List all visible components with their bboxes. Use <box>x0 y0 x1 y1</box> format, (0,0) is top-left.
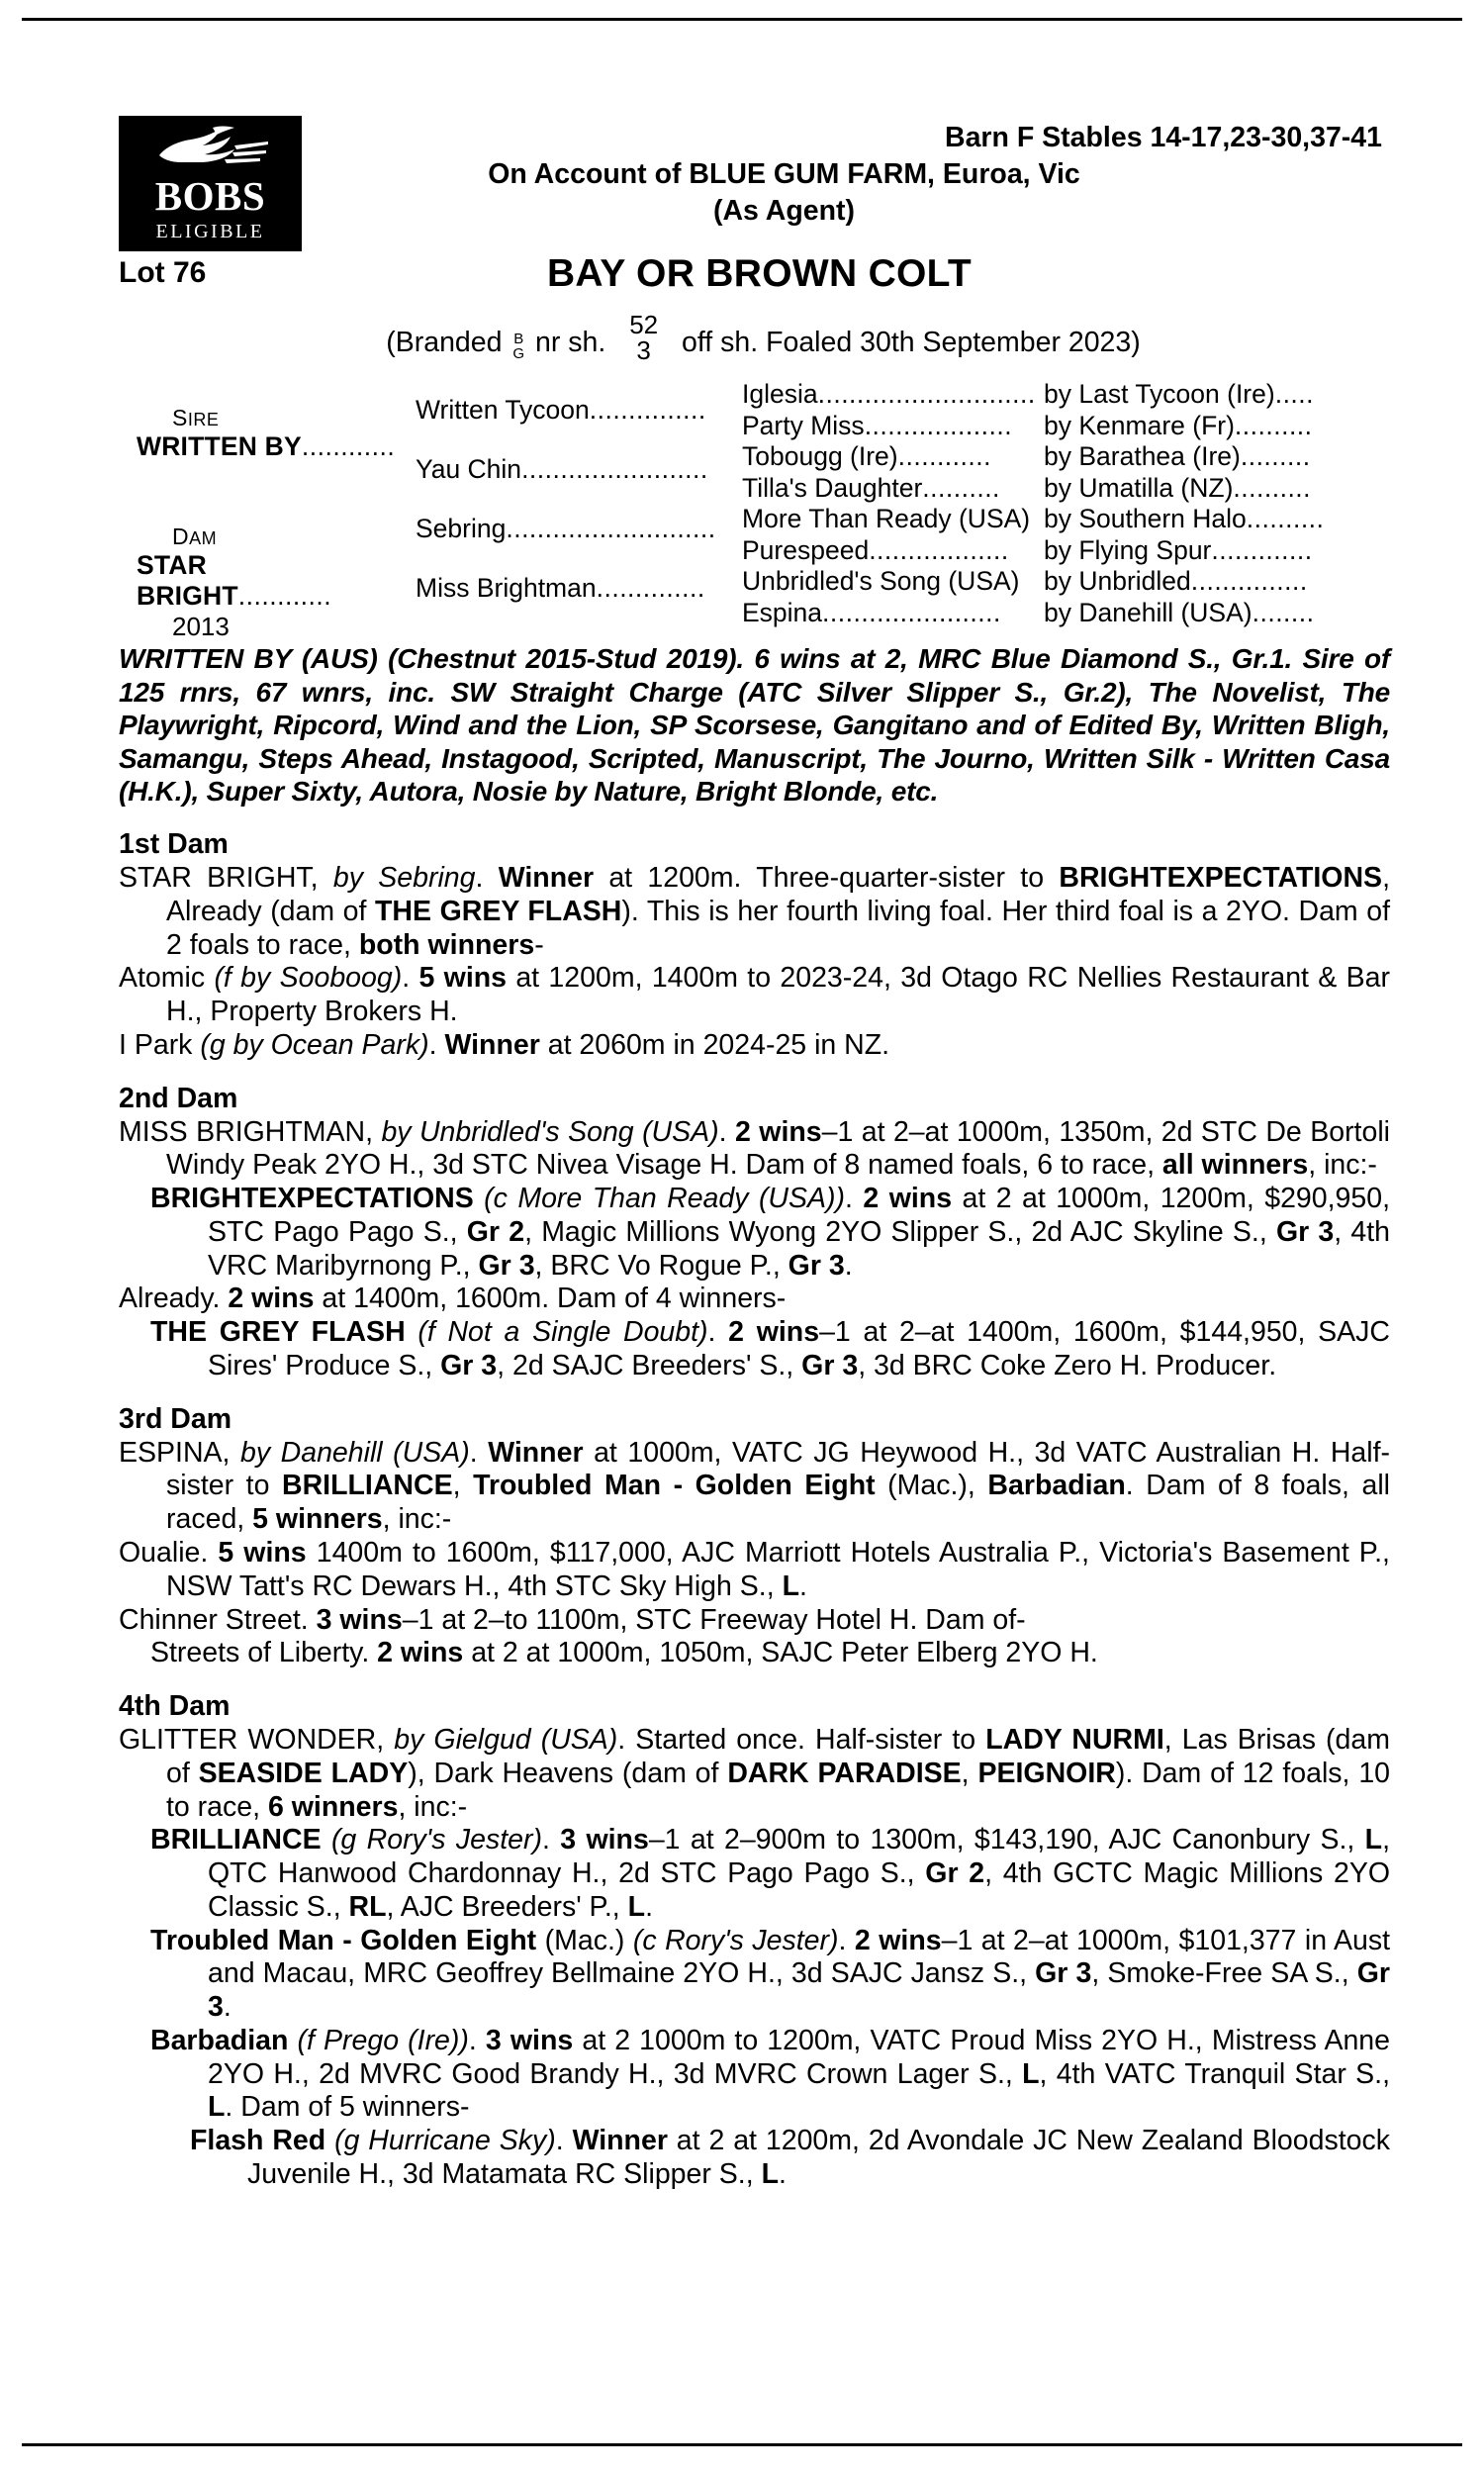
entry-text: 5 wins <box>418 962 507 995</box>
pedigree-entry <box>119 862 1390 962</box>
entry-text: (g by Ocean Park) <box>200 1028 429 1061</box>
pedigree-entry <box>119 1824 1390 1924</box>
entry-text: Barbadian <box>150 2024 298 2056</box>
entry-text: Gr 3 <box>478 1249 535 1282</box>
entry-text: , <box>452 1470 474 1502</box>
gen3-dots: ....................... <box>822 597 1001 627</box>
entry-text: L <box>1364 1824 1383 1856</box>
entry-text: , Smoke-Free SA S., <box>1091 1957 1357 1990</box>
gen2-name: Sebring <box>416 514 507 543</box>
entry-text: Gr 3 <box>1275 1215 1335 1248</box>
pedigree-col-gen4 <box>1044 379 1400 628</box>
gen2-cell <box>416 438 740 498</box>
entry-text: (g Hurricane Sky) <box>334 2125 556 2157</box>
entry-text: 3 wins <box>560 1824 649 1856</box>
gen4-name: by Danehill (USA) <box>1044 597 1252 627</box>
entry-text: 2 wins <box>377 1637 464 1669</box>
gen4-cell <box>1044 411 1400 442</box>
entry-text: GLITTER WONDER, <box>119 1724 395 1757</box>
dam-section-heading: 3rd Dam <box>119 1402 232 1435</box>
entry-text: . <box>468 2024 486 2056</box>
branded-mid: nr sh. <box>535 327 606 359</box>
pedigree-col-gen3 <box>742 379 1049 628</box>
entry-text: Gr 2 <box>925 1857 985 1890</box>
entry-text: 3 wins <box>316 1603 403 1636</box>
entry-text: . Dam of 5 winners- <box>225 2091 470 2124</box>
gen4-name: by Flying Spur <box>1044 534 1212 565</box>
header <box>119 94 1390 242</box>
gen2-dots: ........................... <box>506 514 716 543</box>
dam-group <box>137 523 406 642</box>
gen2-dots: ........................ <box>521 454 708 484</box>
entry-text: , QTC Hanwood Chardonnay H., 2d STC Pago Pago S., <box>208 1824 1390 1890</box>
dam-section-heading: 1st Dam <box>119 827 229 860</box>
entry-text: at 2 at 1000m, 1200m, $290,950, STC Pago Pago S., <box>208 1183 1391 1248</box>
pedigree-entry <box>119 1116 1390 1184</box>
entry-text: , inc:- <box>398 1790 468 1823</box>
entry-text: SEASIDE LADY <box>198 1757 409 1789</box>
entry-text: , 2d SAJC Breeders' S., <box>497 1349 802 1381</box>
entry-text: ). Dam of 12 foals, 10 to race, <box>166 1757 1391 1823</box>
gen2-name: Written Tycoon <box>416 395 590 425</box>
top-rule <box>22 18 1462 21</box>
gen2-name: Yau Chin <box>416 454 522 484</box>
entry-text: Troubled Man - Golden Eight <box>473 1470 876 1502</box>
entry-text: Troubled Man - Golden Eight <box>150 1924 537 1956</box>
entry-text: . <box>645 1890 653 1923</box>
entry-text: 2 wins <box>863 1183 953 1215</box>
entry-text: (g Rory's Jester) <box>330 1824 542 1856</box>
entry-text: . <box>469 1436 489 1469</box>
entry-text: , <box>961 1757 978 1789</box>
entry-text: (Mac.), <box>875 1470 988 1502</box>
entry-text: LADY NURMI <box>985 1724 1164 1757</box>
entry-text: . <box>838 1924 855 1956</box>
branded-prefix: (Branded <box>386 327 503 359</box>
entry-text: , AJC Breeders' P., <box>386 1890 628 1923</box>
entry-text: , Already (dam of <box>166 861 1390 927</box>
entry-text: I Park <box>119 1028 201 1061</box>
gen3-dots: ............................ <box>817 379 1036 409</box>
entry-text: by Unbridled's Song (USA) <box>381 1115 719 1148</box>
bobs-eligible-logo <box>119 116 302 251</box>
entry-text: Winner <box>498 861 595 894</box>
entry-text: Streets of Liberty. <box>150 1637 378 1669</box>
brand-bottom: G <box>512 344 525 362</box>
pedigree-entry <box>119 2025 1390 2125</box>
entry-text: L <box>627 1890 646 1923</box>
entry-text: PEIGNOIR <box>977 1757 1116 1789</box>
pedigree-entry <box>119 1604 1390 1638</box>
pedigree-entry <box>119 1283 1390 1316</box>
gen4-dots: .......... <box>1234 410 1313 440</box>
entry-text: 3 wins <box>485 2024 574 2056</box>
sire-label: SIRE <box>172 405 220 430</box>
gen4-dots: ........ <box>1252 597 1315 627</box>
entry-text: by Sebring <box>332 861 476 894</box>
dam-name: STAR BRIGHT <box>137 550 238 611</box>
brand-numerals <box>629 312 658 363</box>
entry-text: Flash Red <box>190 2125 335 2157</box>
entry-text: , inc:- <box>382 1503 452 1536</box>
entry-text: Gr 2 <box>466 1215 525 1248</box>
entry-text: at 1400m, 1600m. Dam of 4 winners- <box>314 1283 787 1315</box>
frac-top: 52 <box>629 310 659 339</box>
gen4-cell <box>1044 566 1400 598</box>
entry-text: –1 at 2–900m to 1300m, $143,190, AJC Canonbury S., <box>648 1824 1365 1856</box>
gen3-cell <box>742 535 1049 567</box>
header-text-block <box>119 94 1390 230</box>
entry-text: by Gielgud (USA) <box>394 1724 618 1757</box>
entry-text: Gr 3 <box>1035 1957 1092 1990</box>
pedigree-entry <box>119 1316 1390 1383</box>
frac-bottom: 3 <box>636 335 651 365</box>
logo-sub-text: ELIGIBLE <box>155 221 265 242</box>
dam-name-row <box>137 550 406 612</box>
entry-text: (f by Sooboog) <box>214 962 403 995</box>
entry-text: . <box>844 1249 853 1282</box>
entry-text: (f Not a Single Doubt) <box>417 1316 708 1349</box>
entry-text: Already. <box>119 1283 229 1315</box>
entry-text: . <box>778 2158 787 2190</box>
entry-text: L <box>208 2091 226 2124</box>
gen3-dots: .................. <box>869 534 1009 565</box>
entry-text: Atomic <box>119 962 215 995</box>
gen3-dots: .......... <box>922 472 1000 503</box>
entry-text: . <box>402 962 419 995</box>
pedigree-col-gen2 <box>416 379 740 617</box>
pedigree-entry <box>119 1437 1390 1537</box>
entry-text: BRIGHTEXPECTATIONS <box>1059 861 1383 894</box>
entry-text: . <box>798 1570 807 1602</box>
entry-text: Winner <box>444 1028 540 1061</box>
gen4-name: by Barathea (Ire) <box>1044 441 1241 471</box>
gen3-name: More Than Ready (USA) <box>742 504 1031 533</box>
page-content <box>119 94 1390 2192</box>
entry-text: Oualie. <box>119 1536 219 1569</box>
entry-text: . <box>555 2125 573 2157</box>
dam-year: 2013 <box>172 612 230 641</box>
gen4-name: by Kenmare (Fr) <box>1044 410 1235 440</box>
gen2-cell <box>416 498 740 557</box>
account-line: On Account of BLUE GUM FARM, Euroa, Vic <box>488 158 1080 191</box>
entry-text: all winners <box>1161 1149 1309 1182</box>
dam-sections <box>119 828 1390 2192</box>
brand-symbol <box>512 333 524 361</box>
entry-text: 5 wins <box>218 1536 307 1569</box>
entry-text: MISS BRIGHTMAN, <box>119 1115 382 1148</box>
entry-text: 2 wins <box>728 1316 820 1349</box>
entry-text: THE GREY FLASH <box>150 1316 418 1349</box>
gen3-cell <box>742 566 1049 598</box>
entry-text: BRILLIANCE <box>150 1824 331 1856</box>
entry-text: , Las Brisas (dam of <box>166 1724 1390 1789</box>
entry-text: L <box>761 2158 779 2190</box>
logo-brand-text: BOBS <box>154 173 266 219</box>
gen3-name: Party Miss <box>742 410 865 440</box>
entry-text: . <box>475 861 499 894</box>
entry-text: 5 winners <box>252 1503 383 1536</box>
horse-head-icon <box>151 126 270 175</box>
entry-text: Gr 3 <box>801 1349 859 1381</box>
entry-text: BRILLIANCE <box>282 1470 453 1502</box>
entry-text: 2 wins <box>228 1283 315 1315</box>
entry-text: both winners <box>358 928 535 961</box>
entry-text: . <box>541 1824 561 1856</box>
entry-text: , 4th GCTC Magic Millions 2YO Classic S., <box>208 1857 1391 1923</box>
entry-text: Gr 3 <box>440 1349 498 1381</box>
sire-name-row <box>137 431 406 462</box>
entry-text: ESPINA, <box>119 1436 240 1469</box>
entry-text: . Started once. Half-sister to <box>617 1724 986 1757</box>
entry-text: , 3d BRC Coke Zero H. Producer. <box>858 1349 1277 1381</box>
gen4-cell <box>1044 598 1400 629</box>
entry-text: at 2060m in 2024-25 in NZ. <box>539 1028 890 1061</box>
entry-text: at 2 at 1200m, 2d Avondale JC New Zealand Bloodstock Juvenile H., 3d Matamata RC Slipper S., <box>247 2125 1390 2190</box>
entry-text: L <box>1022 2057 1040 2090</box>
entry-text: by Danehill (USA) <box>240 1436 470 1469</box>
entry-text: , BRC Vo Rogue P., <box>534 1249 788 1282</box>
gen3-cell <box>742 411 1049 442</box>
sire-summary-paragraph: WRITTEN BY (AUS) (Chestnut 2015-Stud 2019). 6 wins at 2, MRC Blue Diamond S., Gr.1. Sire of 125 rnrs, 67 wnrs, inc. SW Straight Charge (ATC Silver Slipper S., Gr.2), The Novelist, The Playwright, Ripcord, Wind and the Lion, SP Scorsese, Gangitano and of Edited By, Written Bligh, Samangu, Steps Ahead, Instagood, Scripted, Manuscript, The Journo, Written Silk - Written Casa (H.K.), Super Sixty, Autora, Nosie by Nature, Bright Blonde, etc. <box>119 643 1390 808</box>
entry-text: (Mac.) <box>536 1924 633 1956</box>
pedigree-entry <box>119 2125 1390 2192</box>
gen3-name: Unbridled's Song (USA) <box>742 566 1020 596</box>
sire-name: WRITTEN BY <box>137 431 302 461</box>
gen4-dots: ............... <box>1190 566 1308 596</box>
entry-text: 2 wins <box>735 1115 822 1148</box>
entry-text: –1 at 2–at 1000m, $101,377 in Aust and Macau, MRC Geoffrey Bellmaine 2YO H., 3d SAJC Jansz S., <box>208 1924 1390 1990</box>
entry-text: 2 wins <box>854 1924 942 1956</box>
entry-text: ), Dark Heavens (dam of <box>408 1757 728 1789</box>
entry-text: 1400m to 1600m, $117,000, AJC Marriott Hotels Australia P., Victoria's Basement P., NSW Tatt's RC Dewars H., 4th STC Sky High S., <box>166 1536 1390 1602</box>
entry-text: . <box>428 1028 445 1061</box>
pedigree-table <box>119 379 1390 641</box>
entry-text: at 1200m. Three-quarter-sister to <box>594 861 1060 894</box>
gen4-dots: ..... <box>1274 379 1315 409</box>
entry-text: at 1200m, 1400m to 2023-24, 3d Otago RC Nellies Restaurant & Bar H., Property Brokers H. <box>166 962 1390 1028</box>
gen4-name: by Unbridled <box>1044 566 1191 596</box>
entry-text: Winner <box>572 2125 668 2157</box>
gen3-dots: ................... <box>864 410 1013 440</box>
lot-number: Lot 76 <box>119 256 207 289</box>
entry-text: (f Prego (Ire)) <box>297 2024 469 2056</box>
gen4-cell <box>1044 441 1400 473</box>
entry-text: (c More Than Ready (USA)) <box>484 1183 846 1215</box>
entry-text: (c Rory's Jester) <box>632 1924 839 1956</box>
barn-stables-line: Barn F Stables 14-17,23-30,37-41 <box>945 122 1382 153</box>
entry-text: L <box>782 1570 799 1602</box>
dam-section-heading: 4th Dam <box>119 1690 231 1723</box>
gen2-name: Miss Brightman <box>416 573 597 603</box>
entry-text: BRIGHTEXPECTATIONS <box>150 1183 485 1215</box>
gen3-cell <box>742 441 1049 473</box>
entry-text: . <box>845 1183 864 1215</box>
gen4-cell <box>1044 379 1400 411</box>
gen3-cell <box>742 379 1049 411</box>
entry-text: . <box>707 1316 729 1349</box>
dam-label: DAM <box>172 523 218 549</box>
gen4-dots: ............. <box>1211 534 1313 565</box>
sire-dots: ............ <box>301 431 396 461</box>
gen4-cell <box>1044 473 1400 505</box>
pedigree-entry <box>119 1183 1390 1283</box>
entry-text: , Magic Millions Wyong 2YO Slipper S., 2d AJC Skyline S., <box>524 1215 1276 1248</box>
entry-text: at 2 at 1000m, 1050m, SAJC Peter Elberg 2YO H. <box>463 1637 1098 1669</box>
pedigree-entry <box>119 1029 1390 1063</box>
entry-text: Gr 3 <box>208 1957 1390 2024</box>
gen3-dots: ............ <box>897 441 991 471</box>
branded-suffix: off sh. Foaled 30th September 2023) <box>682 327 1141 359</box>
gen4-name: by Southern Halo <box>1044 504 1247 533</box>
entry-text: Gr 3 <box>788 1249 845 1282</box>
entry-text: Barbadian <box>987 1470 1126 1502</box>
gen3-name: Espina <box>742 597 823 627</box>
entry-text: STAR BRIGHT, <box>119 861 333 894</box>
gen2-cell <box>416 557 740 617</box>
gen4-dots: .......... <box>1246 504 1325 533</box>
brand-top: B <box>513 331 524 348</box>
entry-text: –1 at 2–at 1400m, 1600m, $144,950, SAJC Sires' Produce S., <box>208 1316 1390 1381</box>
pedigree-entry <box>119 962 1390 1029</box>
dam-dots: ............ <box>237 581 332 611</box>
pedigree-entry <box>119 1637 1390 1670</box>
gen3-name: Tobougg (Ire) <box>742 441 898 471</box>
gen2-cell <box>416 379 740 438</box>
entry-text: at 1000m, VATC JG Heywood H., 3d VATC Australian H. Half-sister to <box>166 1436 1390 1502</box>
entry-text: . Dam of 8 foals, all raced, <box>166 1470 1391 1536</box>
dam-section-heading: 2nd Dam <box>119 1082 238 1114</box>
gen4-dots: ......... <box>1240 441 1311 471</box>
gen2-dots: ............... <box>589 395 706 425</box>
entry-text: THE GREY FLASH <box>375 895 622 927</box>
gen2-dots: .............. <box>596 573 705 603</box>
sire-group <box>137 405 406 462</box>
page-title: BAY OR BROWN COLT <box>546 252 973 295</box>
entry-text: DARK PARADISE <box>727 1757 962 1789</box>
entry-text: , 4th VRC Maribyrnong P., <box>208 1215 1391 1282</box>
gen4-name: by Umatilla (NZ) <box>1044 472 1234 503</box>
entry-text: 6 winners <box>267 1790 399 1823</box>
bottom-rule <box>22 2443 1462 2446</box>
gen3-name: Tilla's Daughter <box>742 472 923 503</box>
gen4-name: by Last Tycoon (Ire) <box>1044 379 1275 409</box>
pedigree-entry <box>119 1925 1390 2025</box>
entry-text: RL <box>348 1890 387 1923</box>
branding-line <box>119 312 1390 363</box>
gen3-cell <box>742 598 1049 629</box>
entry-text: ). This is her fourth living foal. Her third foal is a 2YO. Dam of 2 foals to race, <box>166 895 1390 961</box>
pedigree-entry <box>119 1537 1390 1604</box>
entry-text: - <box>534 928 544 961</box>
entry-text: –1 at 2–to 1100m, STC Freeway Hotel H. Dam of- <box>402 1603 1026 1636</box>
entry-text: Chinner Street. <box>119 1603 317 1636</box>
gen4-dots: .......... <box>1233 472 1312 503</box>
entry-text: at 2 1000m to 1200m, VATC Proud Miss 2YO H., Mistress Anne 2YO H., 2d MVRC Good Brandy H., 3d MVRC Crown Lager S., <box>208 2024 1390 2090</box>
gen4-cell <box>1044 535 1400 567</box>
entry-text: . <box>718 1115 735 1148</box>
entry-text: –1 at 2–at 1000m, 1350m, 2d STC De Bortoli Windy Peak 2YO H., 3d STC Nivea Visage H. Dam of 8 named foals, 6 to race, <box>166 1115 1390 1182</box>
as-agent-line: (As Agent) <box>712 195 855 228</box>
pedigree-entry <box>119 1724 1390 1824</box>
gen3-name: Purespeed <box>742 534 870 565</box>
entry-text: . <box>223 1991 232 2024</box>
gen3-cell <box>742 504 1049 535</box>
entry-text: Winner <box>488 1436 584 1469</box>
gen3-name: Iglesia <box>742 379 818 409</box>
entry-text: , 4th VATC Tranquil Star S., <box>1039 2057 1390 2090</box>
gen3-cell <box>742 473 1049 505</box>
lot-title-row <box>119 252 1390 304</box>
entry-text: , inc:- <box>1308 1149 1377 1182</box>
gen4-cell <box>1044 504 1400 535</box>
